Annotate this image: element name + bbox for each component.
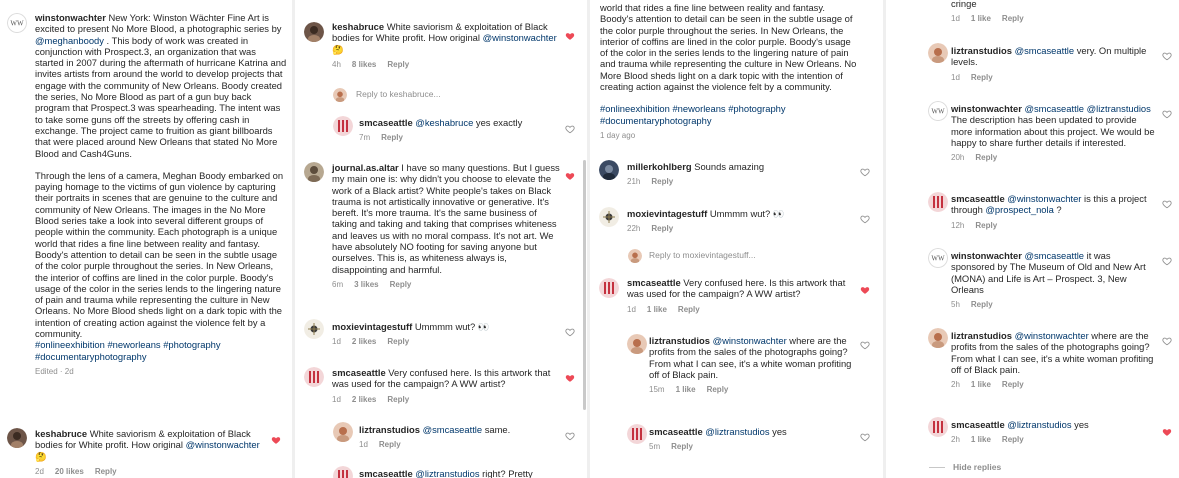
avatar[interactable] [304, 367, 324, 387]
heart-filled-icon[interactable] [271, 435, 281, 445]
avatar[interactable] [7, 428, 27, 448]
comment-meta: 22h Reply [627, 224, 674, 234]
comment-meta: 12h Reply [951, 220, 998, 230]
username[interactable]: smcaseattle [951, 193, 1005, 204]
heart-outline-icon[interactable] [1162, 336, 1172, 346]
comment: liztranstudios @winstonwachter where are the profits from the sales of the photographs going? From what I can see, it's a white woman profiting off of Black pain. 15m 1 like Reply [649, 335, 857, 395]
heart-outline-icon[interactable] [860, 432, 870, 442]
comment: winstonwachter @smcaseattle it was sponsored by The Museum of Old and New Art (MONA) and Life is Art – Prospect. 3, New Orleans 5h Reply [951, 250, 1156, 310]
avatar[interactable] [928, 43, 948, 63]
reply-button[interactable]: Reply [671, 442, 693, 452]
comment: keshabruce White saviorism & exploitation of Black bodies for White profit. How original @winstonwachter 🤔 4h 8 likes Reply [332, 21, 562, 70]
heart-filled-icon[interactable] [565, 31, 575, 41]
username[interactable]: winstonwachter [951, 250, 1022, 261]
reply-button[interactable]: Reply [1001, 380, 1024, 390]
mention-link[interactable]: @winstonwachter [712, 335, 787, 346]
username[interactable]: smcaseattle [359, 468, 413, 478]
post-caption [600, 2, 858, 141]
comment-meta: 21h Reply [627, 177, 674, 187]
heart-outline-icon[interactable] [1162, 109, 1172, 119]
caption-meta: Edited · 2d [35, 366, 74, 376]
avatar[interactable] [304, 22, 324, 42]
username[interactable]: journal.as.altar [332, 162, 399, 173]
comment-meta: 1d 1 like Reply [627, 304, 700, 314]
reply-button[interactable]: Reply [1001, 14, 1024, 24]
avatar[interactable] [7, 13, 27, 33]
avatar[interactable] [928, 101, 948, 121]
comment: moxievintagestuff Ummmm wut? 👀 22h Reply [627, 208, 859, 234]
username[interactable]: winstonwachter [35, 12, 106, 23]
thinking-face-icon: 🤔 [332, 43, 344, 55]
avatar[interactable] [627, 424, 647, 444]
post-timestamp: 1 day ago [600, 130, 636, 140]
comment-meta: 2h 1 like Reply [951, 435, 1024, 445]
avatar [628, 249, 642, 263]
heart-outline-icon[interactable] [860, 340, 870, 350]
comment: smcaseattle @liztranstudios right? Pretty [359, 468, 533, 478]
comment-meta: 15m 1 like Reply [649, 385, 729, 395]
comment: smcaseattle @keshabruce yes exactly 7m Reply [359, 117, 564, 143]
hashtags[interactable]: #onlineexhibition #neworleans #photography [600, 103, 786, 115]
comment: journal.as.altar I have so many questions. But I guess my main one is: why didn't you choose to elevate the work of a Black artist? White people's takes on Black trauma is not artistically innovative or generative. It's bereft. It's more trauma. It's the same business of taking and taking and taking that comprises whiteness and leaves us with no moral compass. It's not art. We have absolutely NO footing for saving anyone but ourselves. This is, as whiteness always is, disappointing and harmful. 6m 3 likes Reply [332, 162, 564, 290]
reply-button[interactable]: Reply [94, 466, 117, 476]
comment: smcaseattle Very confused here. Is this artwork that was used for the campaign? A WW artist? 1d 2 likes Reply [332, 367, 564, 405]
mention-link[interactable]: @liztranstudios [1086, 103, 1151, 114]
username[interactable]: liztranstudios [951, 330, 1012, 341]
avatar [333, 88, 347, 102]
comment: liztranstudios @winstonwachter where are the profits from the sales of the photographs going? From what I can see, it's a white woman profiting off of Black pain. 2h 1 like Reply [951, 330, 1156, 390]
username[interactable]: smcaseattle [649, 426, 703, 437]
username[interactable]: smcaseattle [627, 277, 681, 288]
reply-button[interactable]: Reply [975, 220, 998, 230]
reply-button[interactable]: Reply [970, 72, 993, 82]
comment-meta: 1d 2 likes Reply [332, 337, 410, 347]
reply-button[interactable]: Reply [651, 177, 674, 187]
comment-meta: 1d 2 likes Reply [332, 394, 410, 404]
thinking-face-icon: 🤔 [35, 450, 47, 462]
username[interactable]: keshabruce [332, 21, 385, 32]
reply-button[interactable]: Reply [677, 304, 700, 314]
comment-meta: 5h Reply [951, 300, 993, 310]
comment: smcaseattle @winstonwachter is this a project through @prospect_nola ? 12h Reply [951, 193, 1156, 231]
comment: smcaseattle Very confused here. Is this artwork that was used for the campaign? A WW artist? 1d 1 like Reply [627, 277, 859, 315]
reply-button[interactable]: Reply [378, 440, 401, 450]
username[interactable]: smcaseattle [951, 419, 1005, 430]
avatar[interactable] [928, 192, 948, 212]
mention-link[interactable]: @winstonwachter [1007, 193, 1082, 204]
mention-link[interactable]: @liztranstudios [1007, 419, 1072, 430]
heart-outline-icon[interactable] [565, 431, 575, 441]
username[interactable]: moxievintagestuff [627, 208, 708, 219]
heart-outline-icon[interactable] [1162, 199, 1172, 209]
hide-replies-button[interactable]: Hide replies [929, 462, 1001, 473]
mention-link[interactable]: @smcaseattle [422, 424, 483, 435]
avatar[interactable] [928, 328, 948, 348]
heart-outline-icon[interactable] [860, 167, 870, 177]
heart-outline-icon[interactable] [565, 327, 575, 337]
comment: moxievintagestuff Ummmm wut? 👀 1d 2 likes Reply [332, 321, 564, 347]
reply-button[interactable]: Reply [706, 385, 729, 395]
reply-button[interactable]: Reply [387, 394, 410, 404]
username[interactable]: liztranstudios [649, 335, 710, 346]
comment-meta: 1d Reply [951, 72, 993, 82]
reply-button[interactable]: Reply [651, 224, 674, 234]
avatar[interactable] [304, 319, 324, 339]
hashtags[interactable]: #documentaryphotography [35, 350, 147, 362]
comment-meta: 1d 1 like Reply [951, 14, 1024, 24]
username[interactable]: smcaseattle [332, 367, 386, 378]
reply-button[interactable]: Reply [389, 279, 412, 289]
comments-panel-2 [295, 0, 587, 478]
avatar[interactable] [599, 207, 619, 227]
avatar[interactable] [928, 248, 948, 268]
comments-panel-3 [590, 0, 883, 478]
username[interactable]: smcaseattle [359, 117, 413, 128]
heart-outline-icon[interactable] [565, 124, 575, 134]
scrollbar[interactable] [583, 160, 586, 410]
username[interactable]: liztranstudios [359, 424, 420, 435]
mention-link[interactable]: @liztranstudios [415, 468, 480, 478]
avatar[interactable] [928, 417, 948, 437]
reply-input[interactable]: Reply to moxievintagestuff... [628, 249, 756, 263]
caption-paragraph: world that rides a fine line between reality and fantasy. Boody's attention to detail can be seen in the subtle usage of the color purple throughout the series. In New Orleans, the interior of coffins are lined in the color purple. Boody's usage of the color in the series lends to the lingering nature of pain and trauma while representing the culture in New Orleans. No More Blood sheds light on a dark topic with the intention of creating action against the violence felt by a community. [600, 2, 857, 93]
avatar[interactable] [599, 278, 619, 298]
comment: liztranstudios @smcaseattle same. 1d Reply [359, 424, 564, 450]
avatar[interactable] [304, 162, 324, 182]
comment: keshabruce White saviorism & exploitation of Black bodies for White profit. How original @winstonwachter 🤔 2d 20 likes Reply [35, 428, 267, 477]
avatar[interactable] [627, 334, 647, 354]
comment-meta: 5m Reply [649, 442, 693, 452]
comment: smcaseattle @liztranstudios yes 2h 1 like Reply [951, 419, 1156, 445]
reply-button[interactable]: Reply [975, 153, 998, 163]
hashtags[interactable]: #onlineexhibition #neworleans #photography [35, 339, 221, 351]
mention-link[interactable]: @smcaseattle [1014, 45, 1075, 56]
reply-button[interactable]: Reply [1001, 435, 1024, 445]
mention-link[interactable]: @winstonwachter [185, 439, 260, 451]
comment-meta: 2h 1 like Reply [951, 380, 1024, 390]
eyes-icon: 👀 [772, 208, 785, 219]
hashtags[interactable]: #documentaryphotography [600, 114, 712, 126]
post-caption: winstonwachter New York: Winston Wächter Fine Art is excited to present No More Blood, a photographic series by @meghanboody . This body of work was created in conjunction with Prospect.3, an organization that was started in 2007 during the aftermath of hurricane Katrina and invites artists from around the world to develop projects that engage with the community of New Orleans. Boody created the series, No More Blood as part of a gun buy back program that Prospect.3 was spearheading. The intent was to take some guns off the streets by offering cash in exchange. The project came to fruition as giant billboards that were placed around New Orleans that stated No More Blood and Cash4Guns. Through the lens of a camera, Meghan Boody embarked on paying homage to the victims of gun violence by capturing their portraits in scenes that are genuine to the culture and community of New Orleans. The images in the No More Blood series take a look into several different groups of people within the community. Each photograph is a unique world that rides a fine line between reality and fantasy. Boody's attention to detail can be seen in the subtle usage of the color purple throughout the series. In New Orleans, the interior of coffins are lined in the color purple. Boody's usage of the color in the series lends to the lingering nature of pain and trauma while representing the culture in New Orleans. No More Blood sheds light on a dark topic with the intention of creating action against the violence felt by a community. #onlineexhibition #neworleans #photography #documentaryphotography Edited · 2d [35, 12, 287, 376]
avatar[interactable] [333, 422, 353, 442]
avatar[interactable] [333, 116, 353, 136]
comment: winstonwachter @smcaseattle @liztranstudios The description has been updated to provide more information about this project. We would be happy to share further details if interested. 20h Reply [951, 103, 1155, 163]
mention-link[interactable]: @keshabruce [415, 117, 474, 128]
mention-link[interactable]: @winstonwachter [1014, 330, 1089, 341]
reply-button[interactable]: Reply [381, 133, 403, 143]
heart-filled-icon[interactable] [565, 171, 575, 181]
comment-meta: 1d Reply [359, 440, 401, 450]
comment-meta: 7m Reply [359, 133, 403, 143]
comment-meta: 2d 20 likes Reply [35, 466, 117, 476]
reply-button[interactable]: Reply [387, 59, 410, 69]
mention-link[interactable]: @winstonwachter [482, 32, 557, 44]
eyes-icon: 👀 [477, 321, 490, 332]
avatar[interactable] [333, 466, 353, 478]
comments-panel-4 [886, 0, 1179, 478]
comment: cringe 1d 1 like Reply [951, 0, 1151, 24]
reply-button[interactable]: Reply [387, 337, 410, 347]
heart-outline-icon[interactable] [1162, 51, 1172, 61]
mention-link[interactable]: @meghanboody [35, 34, 104, 46]
mention-link[interactable]: @liztranstudios [705, 426, 770, 437]
username[interactable]: moxievintagestuff [332, 321, 413, 332]
comment-meta: 4h 8 likes Reply [332, 59, 410, 69]
comment-meta: 6m 3 likes Reply [332, 279, 412, 289]
heart-outline-icon[interactable] [1162, 256, 1172, 266]
avatar[interactable] [599, 160, 619, 180]
comment: millerkohlberg Sounds amazing 21h Reply [627, 161, 859, 187]
comment: liztranstudios @smcaseattle very. On multiple levels. 1d Reply [951, 45, 1156, 83]
username[interactable]: millerkohlberg [627, 161, 692, 172]
mention-link[interactable]: @prospect_nola [985, 204, 1054, 216]
reply-button[interactable]: Reply [970, 300, 993, 310]
heart-outline-icon[interactable] [860, 214, 870, 224]
heart-filled-icon[interactable] [1162, 427, 1172, 437]
reply-input[interactable]: Reply to keshabruce... [333, 88, 441, 102]
hide-replies-line [929, 467, 945, 468]
comments-panel-1 [0, 0, 292, 478]
username[interactable]: keshabruce [35, 428, 88, 439]
comment: smcaseattle @liztranstudios yes 5m Reply [649, 426, 857, 452]
mention-link[interactable]: @smcaseattle [1024, 250, 1084, 261]
comment-meta: 20h Reply [951, 153, 998, 163]
heart-filled-icon[interactable] [860, 285, 870, 295]
heart-filled-icon[interactable] [565, 373, 575, 383]
caption-paragraph: Through the lens of a camera, Meghan Boody embarked on paying homage to the victims of gun violence by capturing their portraits in scenes that are genuine to the culture and community of New Orleans. The images in the No More Blood series take a look into several different groups of people within the community. Each photograph is a unique world that rides a fine line between reality and fantasy. Boody's attention to detail can be seen in the subtle usage of the color purple throughout the series. In New Orleans, the interior of coffins are lined in the color purple. Boody's usage of the color in the series lends to the lingering nature of pain and trauma while representing the culture in New Orleans. No More Blood sheds light on a dark topic with the intention of creating action against the violence felt by a community. [35, 169, 284, 340]
username[interactable]: winstonwachter [951, 103, 1022, 114]
username[interactable]: liztranstudios [951, 45, 1012, 56]
mention-link[interactable]: @smcaseattle [1024, 103, 1084, 114]
